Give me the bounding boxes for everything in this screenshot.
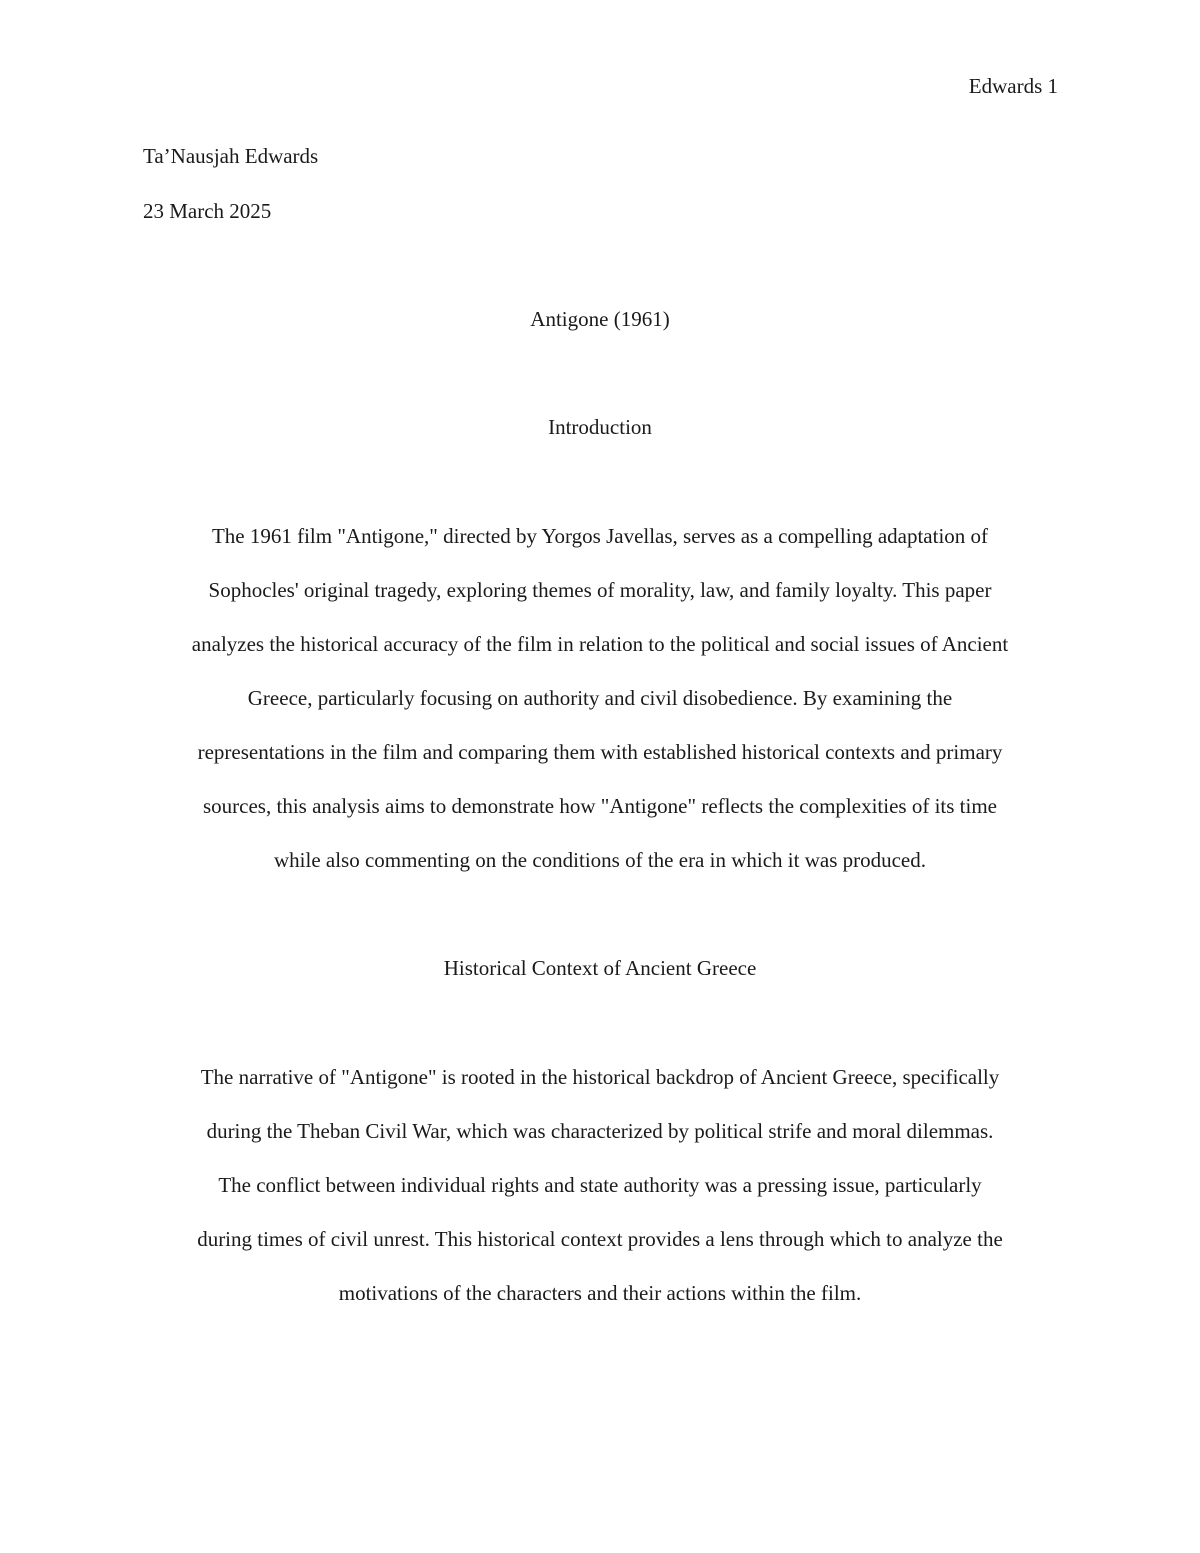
paragraph-introduction: [140, 509, 1060, 887]
paragraph-line: during the Theban Civil War, which was characterized by political strife and moral dilemmas.: [206, 1119, 994, 1143]
paragraph-line: motivations of the characters and their actions within the film.: [338, 1281, 862, 1305]
author-name: Ta’Nausjah Edwards: [143, 144, 319, 168]
section-heading-historical-context: Historical Context of Ancient Greece: [443, 956, 757, 980]
paragraph-line: The narrative of "Antigone" is rooted in the historical backdrop of Ancient Greece, specifically: [200, 1065, 1000, 1089]
paragraph-line: while also commenting on the conditions of the era in which it was produced.: [273, 848, 926, 872]
mla-heading: [143, 142, 318, 252]
paragraph-line: representations in the film and comparing them with established historical contexts and primary: [197, 740, 1003, 764]
paragraph-historical-context: [140, 1050, 1060, 1320]
running-head: Edwards 1: [968, 74, 1058, 98]
section-heading-introduction: Introduction: [548, 415, 652, 439]
paragraph-line: Sophocles' original tragedy, exploring themes of morality, law, and family loyalty. This paper: [208, 578, 992, 602]
paragraph-line: sources, this analysis aims to demonstrate how "Antigone" reflects the complexities of its time: [203, 794, 997, 818]
paragraph-line: Greece, particularly focusing on authority and civil disobedience. By examining the: [247, 686, 953, 710]
paper-title: Antigone (1961): [530, 307, 670, 331]
paragraph-line: analyzes the historical accuracy of the film in relation to the political and social issues of Ancient: [191, 632, 1009, 656]
paper-date: 23 March 2025: [143, 199, 272, 223]
paragraph-line: during times of civil unrest. This historical context provides a lens through which to analyze the: [197, 1227, 1003, 1251]
paragraph-line: The conflict between individual rights and state authority was a pressing issue, particularly: [218, 1173, 982, 1197]
paragraph-line: The 1961 film "Antigone," directed by Yorgos Javellas, serves as a compelling adaptation of: [211, 524, 989, 548]
